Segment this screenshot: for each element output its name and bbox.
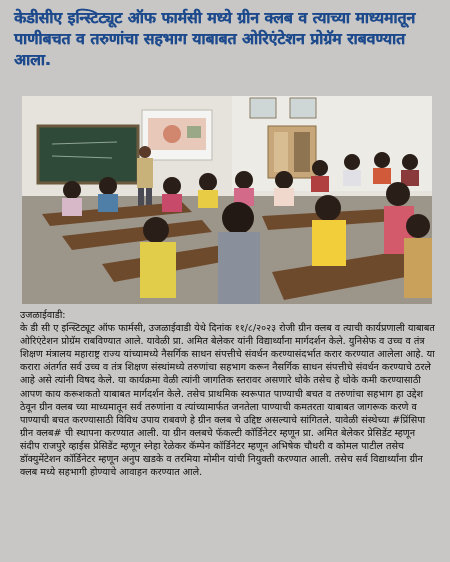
dateline: उजळाईवाडी:	[20, 310, 66, 321]
body-paragraph: के डी सी ए इन्स्टिट्यूट ऑफ फार्मसी, उजळाईवाडी येथे दिनांक ११/८/२०२३ रोजी ग्रीन क्लब व त्याची कार्यप्रणाली याबाबत ओरिएंटेशन प्रोग्रॅम राबविण्यात आले. यावेळी प्रा. अमित बेलेकर यांनी विद्यार्थ्यांना मार्गदर्शन केले. युनिसेफ व उच्च व तंत्र शिक्षण मंत्रालय महाराष्ट्र राज्य यांच्यामध्ये नैसर्गिक साधन संपत्तीचे संवर्धन करण्यासंदर्भात करार करण्यात आलेला आहे. या करारा अंतर्गत सर्व उच्च व तंत्र शिक्षण संस्थांमध्ये तरुणांचा सहभाग करून नैसर्गिक साधन संपत्तीचे संवर्धन करण्याचे ठरले आहे असे त्यांनी विषद केले. या कार्यक्रमा वेळी त्यांनी जागतिक स्तरावर असणारे धोके तसेच हे धोके कमी करण्यासाठी आपण काय करूशकतो याबाबत मार्गदर्शन केले. तसेच प्राथमिक स्वरूपात पाण्याची बचत व तरुणांचा सहभाग हा उद्देश ठेवून ग्रीन क्लब च्या माध्यमातून सर्व तरुणांना व त्यांच्यामार्फत जनतेला पाण्याची कमतरता याबाबत जागरूक करणे व पाण्याची बचत करण्यासाठी विविध उपाय राबवणे हे ग्रीन क्लब चे उद्दिष्ट असल्याचे सांगितले. यावेळी संस्थेच्या #प्रिंसिपा ग्रीन क्लब# ची स्थापना करण्यात आली. या ग्रीन क्लबचे फॅकल्टी कॉर्डिनेटर म्हणून प्रा. अमित बेलेकर प्रेसिडेंट म्हणून संदीप राजपुरे व्हाईस प्रेसिडेंट म्हणून स्नेहा रेळेकर कॅम्पेन कॉर्डिनेटर म्हणून अभिषेक चौधरी व कोमल पाटील तसेच डॉक्युमेंटेशन कॉर्डिनेटर म्हणून अनुप खडके व तरमिया मोमीन यांची नियुक्ती करण्यात आली. तसेच सर्व विद्यार्थ्यांना ग्रीन क्लब मध्ये सहभागी होण्याचे आवाहन करण्यात आले.	[20, 323, 435, 479]
article-body	[20, 309, 436, 479]
article-headline: केडीसीए इन्स्टिट्यूट ऑफ फार्मसी मध्ये ग्रीन क्लब व त्याच्या माध्यमातून पाणीबचत व तरुणांचा सहभाग याबाबत ओरिएंटेशन प्रोग्रॅम राबवण्यात आला.	[14, 9, 416, 69]
classroom-photo	[22, 96, 432, 304]
